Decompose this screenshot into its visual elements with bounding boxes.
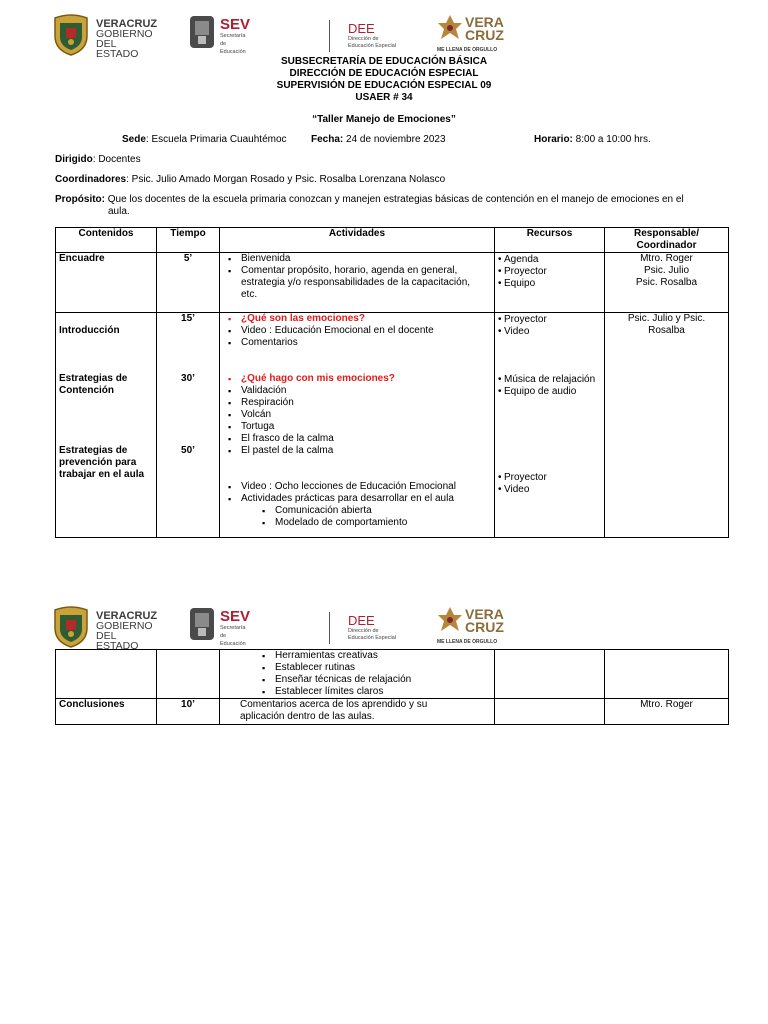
educacion-especial-text: Educación Especial xyxy=(348,43,397,49)
cruz-text: CRUZ xyxy=(465,27,504,43)
tiempo-cell xyxy=(157,650,220,699)
schedule-table-continued xyxy=(55,649,729,725)
list-item: ▪ Tortuga xyxy=(241,421,491,433)
table-row-continuation xyxy=(56,650,729,699)
prevencion-label: prevención para xyxy=(59,457,137,468)
gobierno-text: GOBIERNO xyxy=(96,620,153,632)
proposito-label: Propósito: xyxy=(55,194,105,205)
introduccion-label: Introducción xyxy=(59,325,120,336)
responsable-cell xyxy=(605,313,729,538)
header-line: SUBSECRETARÍA DE EDUCACIÓN BÁSICA xyxy=(280,56,488,67)
fecha-line xyxy=(311,134,446,146)
list-item: • Equipo xyxy=(504,278,601,290)
tiempo-cell xyxy=(157,313,220,538)
actividades-cell xyxy=(220,699,495,725)
coordinadores-label: Coordinadores xyxy=(55,174,127,185)
responsable-cell: Mtro. Roger xyxy=(605,699,729,725)
horario-value: 8:00 a 10:00 hrs. xyxy=(572,134,651,145)
veracruz-shield-icon xyxy=(52,606,90,648)
subactivity-list xyxy=(223,650,491,698)
logo-strip-page-2 xyxy=(52,606,504,652)
list-item xyxy=(241,265,491,301)
tiempo-contencion: 30’ xyxy=(181,373,195,384)
veracruz-gobierno-logo xyxy=(52,14,158,60)
resource-list xyxy=(498,374,601,398)
prevencion-label: trabajar en el aula xyxy=(59,469,145,480)
list-item: ▪ Bienvenida xyxy=(241,253,491,265)
sede-value: : Escuela Primaria Cuauhtémoc xyxy=(145,134,287,145)
list-item: • Proyector xyxy=(504,266,601,278)
list-item: • Video xyxy=(504,326,601,338)
veracruz-shield-icon xyxy=(52,14,90,56)
list-item: ▪ Modelado de comportamiento xyxy=(275,517,491,529)
logo-strip xyxy=(52,14,504,60)
horario-label: Horario: xyxy=(534,134,573,145)
dirigido-line xyxy=(55,154,141,166)
table-header-row xyxy=(56,228,729,253)
activity-list xyxy=(223,373,491,457)
list-item-highlight: ▪ ¿Qué hago con mis emociones? xyxy=(241,373,491,385)
del-estado-text: DEL ESTADO xyxy=(96,38,139,60)
actividades-cell xyxy=(220,253,495,313)
schedule-table xyxy=(55,227,729,538)
recursos-cell xyxy=(495,699,605,725)
list-item: ▪ El frasco de la calma xyxy=(241,433,491,445)
col-header-responsable xyxy=(605,228,729,253)
list-item-text: Comentar propósito, horario, agenda en general, xyxy=(241,265,458,276)
tiempo-cell: 10’ xyxy=(157,699,220,725)
list-item: ▪ Video : Educación Emocional en el docente xyxy=(241,325,491,337)
conclusion-text: aplicación dentro de las aulas. xyxy=(240,711,375,722)
contenido-cell: Conclusiones xyxy=(56,699,157,725)
sev-wordmark xyxy=(220,17,250,56)
sede-label: Sede xyxy=(122,134,146,145)
dirigido-label: Dirigido xyxy=(55,154,93,165)
dee-text: DEE xyxy=(348,613,375,628)
coordinadores-line xyxy=(55,174,445,186)
slogan-text: ME LLENA DE ORGULLO xyxy=(437,639,498,645)
list-item: ▪ Herramientas creativas xyxy=(275,650,491,662)
responsable-name: Rosalba xyxy=(648,325,685,336)
veracruz-text: VERACRUZ xyxy=(96,18,158,30)
coordinador-header-text: Coordinador xyxy=(636,240,697,251)
list-item: ▪ Video : Ocho lecciones de Educación Emocional xyxy=(241,481,491,493)
sev-text: SEV xyxy=(220,16,251,33)
secretaria-text: Secretaría xyxy=(220,625,246,631)
table-row-conclusiones xyxy=(56,699,729,725)
cruz-text: CRUZ xyxy=(465,619,504,635)
table-row-main xyxy=(56,313,729,538)
proposito-value: Que los docentes de la escuela primaria conozcan y manejen estrategias básicas de contención en el manejo de emociones en el xyxy=(105,194,684,205)
tiempo-cell: 5’ xyxy=(157,253,220,313)
table-row-encuadre xyxy=(56,253,729,313)
responsable-cell xyxy=(605,650,729,699)
sev-wordmark xyxy=(220,609,250,648)
sede-line xyxy=(122,134,287,146)
list-item: • Equipo de audio xyxy=(504,386,601,398)
dee-logo xyxy=(348,22,396,50)
tiempo-prevencion: 50’ xyxy=(181,445,195,456)
gobierno-text: GOBIERNO xyxy=(96,28,153,40)
header-line: DIRECCIÓN DE EDUCACIÓN ESPECIAL xyxy=(289,68,479,79)
list-item: ▪ Establecer rutinas xyxy=(275,662,491,674)
col-header-contenidos: Contenidos xyxy=(56,228,157,253)
actividades-cell xyxy=(220,313,495,538)
educacion-especial-text: Educación Especial xyxy=(348,635,397,641)
col-header-tiempo: Tiempo xyxy=(157,228,220,253)
resource-list xyxy=(498,472,601,496)
conclusion-text: Comentarios acerca de los aprendido y su xyxy=(240,699,428,710)
list-item: ▪ Volcán xyxy=(241,409,491,421)
list-item: ▪ Comunicación abierta xyxy=(275,505,491,517)
list-item: ▪ Validación xyxy=(241,385,491,397)
activity-list xyxy=(223,313,491,349)
tiempo-introduccion: 15’ xyxy=(181,313,195,324)
list-item-text: estrategia y/o responsabilidades de la capacitación, xyxy=(241,277,471,288)
sev-emblem-icon xyxy=(188,14,216,50)
secretaria-text: Secretaría xyxy=(220,33,246,39)
col-header-recursos: Recursos xyxy=(495,228,605,253)
proposito-line xyxy=(55,194,735,206)
list-item: • Proyector xyxy=(504,472,601,484)
logo-divider xyxy=(329,612,330,644)
vera-cruz-emblem-icon xyxy=(437,14,463,42)
list-item: ▪ Actividades prácticas para desarrollar en el aula xyxy=(241,493,491,505)
list-item: ▪ Enseñar técnicas de relajación xyxy=(275,674,491,686)
institution-header xyxy=(0,56,768,104)
vera-cruz-wordmark xyxy=(465,608,504,634)
responsable-name: Psic. Julio y Psic. xyxy=(627,313,706,324)
veracruz-text: VERACRUZ xyxy=(96,610,158,622)
list-item: ▪ Establecer límites claros xyxy=(275,686,491,698)
veracruz-wordmark xyxy=(96,19,157,59)
actividades-cell xyxy=(220,650,495,699)
header-line: USAER # 34 xyxy=(355,92,413,103)
slogan-text: ME LLENA DE ORGULLO xyxy=(437,47,498,53)
fecha-value: 24 de noviembre 2023 xyxy=(343,134,446,145)
list-item: • Video xyxy=(504,484,601,496)
veracruz-gobierno-logo xyxy=(52,606,158,652)
workshop-title: “Taller Manejo de Emociones” xyxy=(312,114,456,125)
sev-logo xyxy=(188,606,251,650)
list-item: ▪ El pastel de la calma xyxy=(241,445,491,457)
recursos-cell xyxy=(495,253,605,313)
contencion-label: Contención xyxy=(59,385,114,396)
dee-text: DEE xyxy=(348,21,375,36)
prevencion-label: Estrategias de xyxy=(59,445,128,456)
proposito-line-2: aula. xyxy=(108,206,130,217)
activity-list xyxy=(223,253,491,301)
sev-logo xyxy=(188,14,251,58)
recursos-cell xyxy=(495,650,605,699)
sev-emblem-icon xyxy=(188,606,216,642)
subactivity-list xyxy=(223,505,491,529)
recursos-cell xyxy=(495,313,605,538)
resource-list xyxy=(498,314,601,338)
dirigido-value: : Docentes xyxy=(92,154,141,165)
vera-cruz-emblem-icon xyxy=(437,606,463,634)
list-item: • Música de relajación xyxy=(504,374,601,386)
contenido-cell xyxy=(56,650,157,699)
list-item: • Agenda xyxy=(504,254,601,266)
contencion-label: Estrategias de xyxy=(59,373,128,384)
de-educacion-text: de Educación xyxy=(220,41,246,55)
list-item: ▪ Comentarios xyxy=(241,337,491,349)
list-item-text: etc. xyxy=(241,289,258,300)
sev-text: SEV xyxy=(220,608,251,625)
responsable-name: Psic. Julio xyxy=(643,265,689,276)
vera-text: VERA xyxy=(465,14,504,30)
fecha-label: Fecha: xyxy=(311,134,344,145)
resource-list xyxy=(498,254,601,290)
logo-divider xyxy=(329,20,330,52)
activity-list xyxy=(223,481,491,505)
header-line: SUPERVISIÓN DE EDUCACIÓN ESPECIAL 09 xyxy=(276,80,492,91)
responsable-cell xyxy=(605,253,729,313)
list-item: ▪ Respiración xyxy=(241,397,491,409)
vera-cruz-wordmark xyxy=(465,16,504,42)
list-item-highlight: ▪ ¿Qué son las emociones? xyxy=(241,313,491,325)
del-estado-text: DEL ESTADO xyxy=(96,630,139,652)
coordinadores-value: : Psic. Julio Amado Morgan Rosado y Psic. Rosalba Lorenzana Nolasco xyxy=(126,174,446,185)
contenido-cell: Encuadre xyxy=(56,253,157,313)
dee-logo xyxy=(348,614,396,642)
direccion-de-text: Dirección de xyxy=(348,36,379,42)
veracruz-wordmark xyxy=(96,611,157,651)
list-item: • Proyector xyxy=(504,314,601,326)
responsable-header-text: Responsable/ xyxy=(633,228,700,239)
vera-text: VERA xyxy=(465,606,504,622)
vera-cruz-logo xyxy=(437,606,504,645)
contenido-cell xyxy=(56,313,157,538)
vera-cruz-logo xyxy=(437,14,504,53)
col-header-actividades: Actividades xyxy=(220,228,495,253)
responsable-name: Psic. Rosalba xyxy=(635,277,698,288)
de-educacion-text: de Educación xyxy=(220,633,246,647)
direccion-de-text: Dirección de xyxy=(348,628,379,634)
responsable-name: Mtro. Roger xyxy=(640,253,693,264)
horario-line xyxy=(534,134,651,146)
